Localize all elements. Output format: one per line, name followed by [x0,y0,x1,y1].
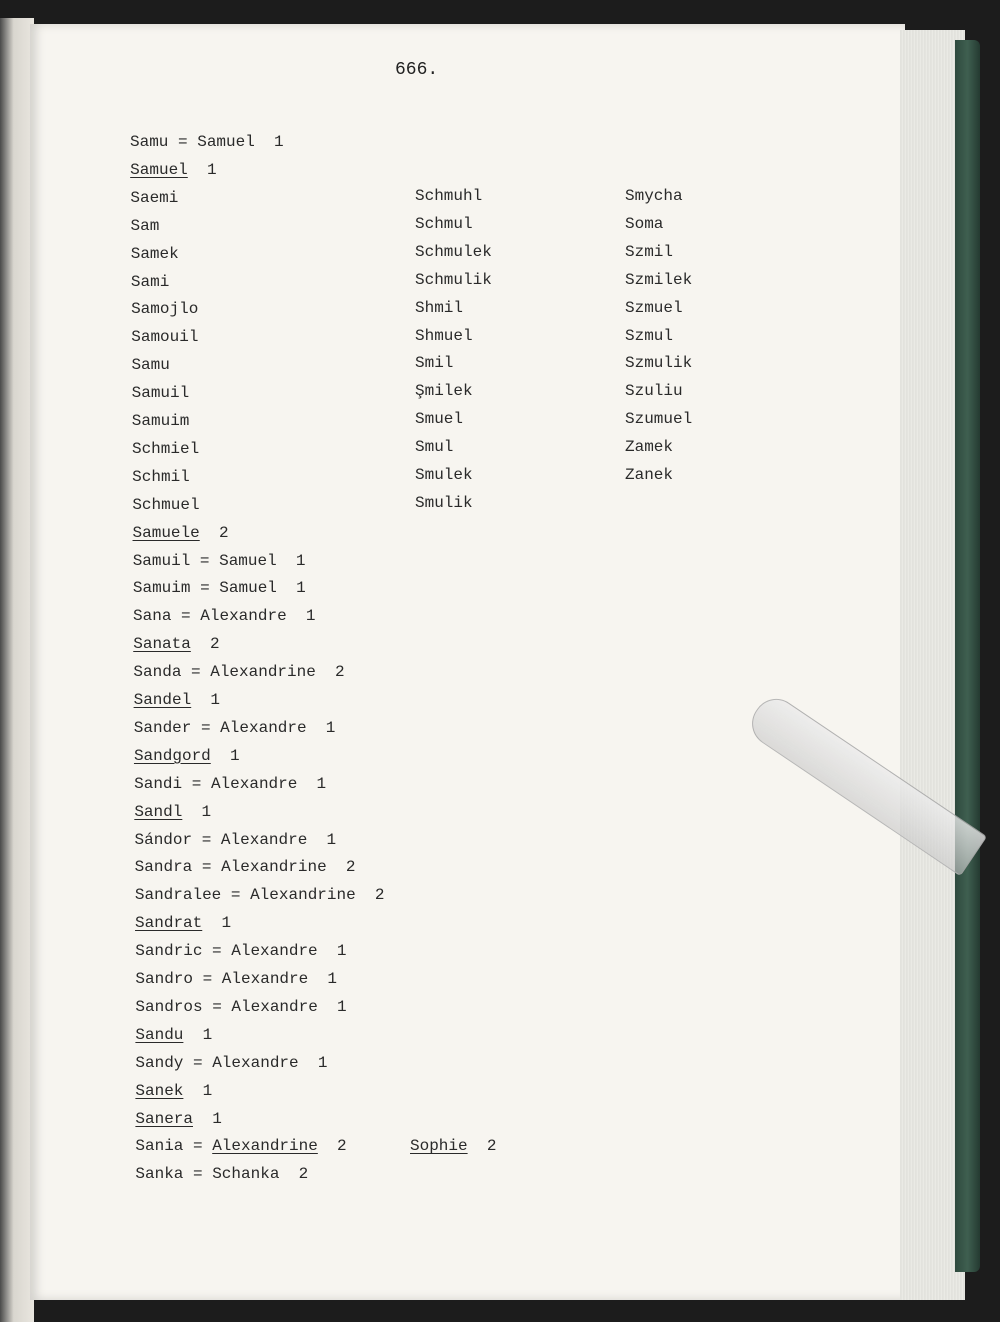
entry-count: 1 [191,691,221,709]
entry-text: Samu = Samuel 1 [130,133,284,151]
sophie-count: 2 [486,1137,497,1155]
variant-line: Shmuel [415,326,473,345]
entry-text: Sanata [133,635,191,654]
entry-line [135,1053,327,1073]
entry-text: Sandu [135,1025,184,1044]
variant-line: Smuel [415,410,464,429]
variant-line: Szmuel [625,298,683,317]
entry-text: Saemi [130,188,179,207]
entry-text: Schmiel [131,439,200,458]
entry-text: Sami [130,272,170,291]
variant-line: Smulik [415,493,473,512]
entry-line [132,383,190,403]
entry-count: 1 [183,1025,213,1044]
entry-text: Sandro = Alexandre 1 [135,970,338,988]
entry-count: 1 [182,802,212,821]
entry-text: Schmil [132,467,190,486]
entry-text: Samuel [130,160,188,179]
entry-line [135,941,346,961]
entry-text: Samojlo [131,300,199,319]
variant-line: Schmulik [415,270,492,289]
entry-text: Samouil [131,328,199,347]
variant-line: Smulek [415,466,473,484]
entry-line [131,327,198,347]
entry-count: 2 [317,1137,347,1156]
entry-line [131,216,160,236]
entry-line [133,523,229,543]
variant-line: Szmulik [625,354,693,373]
entry-text: Samuele [132,523,200,542]
entry-line [130,188,178,208]
entry-line [135,1109,221,1129]
entry-line [131,244,179,264]
entry-line [134,774,326,794]
variant-line: Smycha [625,187,683,205]
entry-text: Samuil [131,384,190,403]
entry-count: 1 [193,1109,222,1128]
entry-count: 2 [199,523,229,542]
entry-text: Samuim = Samuel 1 [132,579,306,598]
entry-count: 2 [190,635,220,654]
entry-text: Sandra = Alexandrine 2 [134,858,356,877]
entry-text: Sandgord [133,746,211,765]
entry-line [135,830,337,850]
entry-line [135,1136,346,1156]
entry-line [135,1025,212,1045]
entry-line [133,551,306,571]
entry-text: Sanera [135,1109,193,1128]
entry-line [135,1164,308,1184]
variant-line: Szumuel [625,410,693,429]
entry-text: Sandy = Alexandre 1 [135,1053,328,1072]
variant-line: Schmuhl [415,187,483,205]
entry-text: Samu [131,356,170,375]
book-cover [955,40,980,1272]
entry-count: 1 [187,160,217,179]
entry-line [132,439,199,459]
entry-line [135,969,337,989]
entry-line [134,718,336,738]
variant-line: Szmilek [625,270,693,289]
entry-text: Sanda = Alexandrine 2 [133,663,345,682]
entry-text: Sania = [135,1137,213,1156]
entry-count: 1 [210,746,240,765]
entry-text: Sam [130,216,160,235]
entry-line [132,495,199,515]
entry-count: 1 [202,914,232,933]
entry-line [133,578,306,598]
variant-line: Schmul [415,214,473,233]
entry-line [132,467,190,487]
entry-line [134,802,211,822]
variant-line: Smil [415,354,454,373]
variant-line: Shmil [415,298,464,317]
variant-line: Şmilek [415,382,473,401]
entry-text: Sandi = Alexandre 1 [134,774,327,793]
entry-line [135,1081,212,1101]
entry-text: Sandric = Alexandre 1 [135,942,347,961]
entry-text: Sandl [134,802,183,821]
entry-text: Schmuel [132,495,200,514]
variant-line: Schmulek [415,242,492,261]
entry-count: 1 [183,1081,213,1100]
variant-line: Soma [625,214,664,233]
variant-line: Szmul [625,326,674,345]
entry-line [135,913,231,933]
variant-line: Zamek [625,438,674,457]
sophie-name: Sophie [410,1137,468,1155]
entry-text: Samuil = Samuel 1 [132,551,306,570]
entry-text: Samek [130,244,179,263]
variant-line: Szuliu [625,382,683,401]
left-page-edge [0,18,34,1322]
variant-line: Zanek [625,466,674,484]
sophie-entry [410,1136,496,1156]
entry-text: Sandros = Alexandre 1 [135,997,347,1016]
entry-text: Sander = Alexandre 1 [133,718,336,737]
entry-text: Sandel [133,691,192,709]
entry-text: Sandrat [135,914,203,933]
entry-text: Sana = Alexandre 1 [133,607,316,626]
entry-line [131,272,169,292]
entry-line [134,690,220,710]
entry-line [133,662,344,682]
entry-line [131,355,169,375]
entry-line [135,997,346,1017]
entry-text: Sanek [135,1081,184,1100]
entry-ref: Alexandrine [212,1137,318,1156]
entry-line [130,132,284,152]
page-number: 666. [395,60,439,80]
entry-text: Sándor = Alexandre 1 [134,830,337,849]
entry-line [131,299,198,319]
entry-line [133,634,219,654]
entry-line [133,606,315,626]
entry-line [130,160,216,180]
entry-line [135,885,385,905]
entry-line [132,411,190,431]
entry-text: Sanka = Schanka 2 [135,1165,309,1184]
entry-line [134,746,240,766]
entry-text: Samuim [131,412,190,430]
entry-line [135,857,356,877]
variant-line: Szmil [625,242,674,261]
entry-text: Sandralee = Alexandrine 2 [134,886,385,905]
variant-line: Smul [415,438,454,457]
